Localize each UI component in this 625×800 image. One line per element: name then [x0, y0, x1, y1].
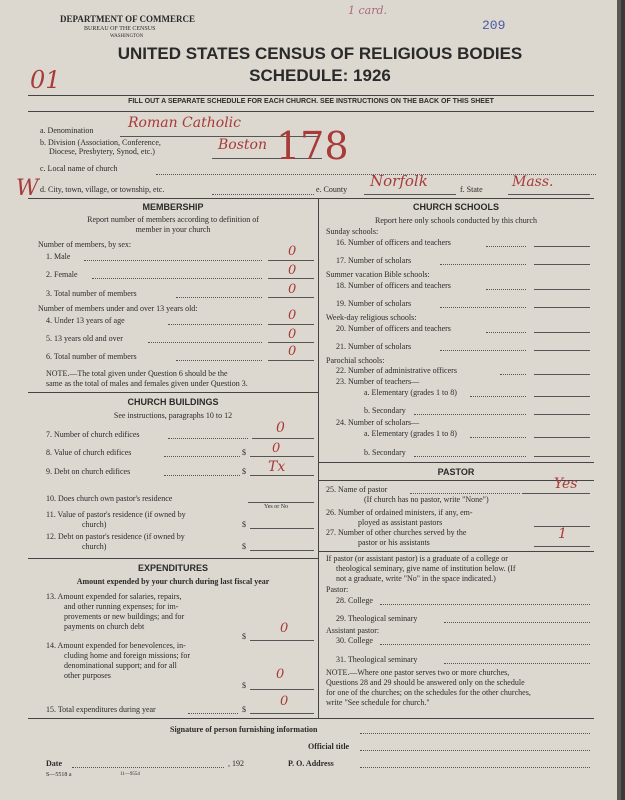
q29-field[interactable]	[444, 622, 590, 623]
card-note: 1 card.	[348, 4, 388, 17]
date-field[interactable]	[72, 767, 224, 768]
q8-value[interactable]: 0	[272, 441, 281, 456]
q28-label: 28. College	[336, 596, 373, 605]
signature-label: Signature of person furnishing information	[170, 725, 318, 734]
q14-label-2: cluding home and foreign missions; for	[64, 651, 190, 660]
membership-footnote-1: NOTE.—The total given under Question 6 should be the	[46, 369, 228, 378]
church-name-label: c. Local name of church	[40, 164, 118, 173]
q15-label: 15. Total expenditures during year	[46, 705, 156, 714]
q12-dollar: $	[242, 542, 246, 551]
division-label-2: Diocese, Presbytery, Synod, etc.)	[49, 147, 155, 156]
q30-field[interactable]	[380, 644, 590, 645]
q4-label: 4. Under 13 years of age	[46, 316, 125, 325]
q7-label: 7. Number of church edifices	[46, 430, 140, 439]
q30-label: 30. College	[336, 636, 373, 645]
state-label: f. State	[460, 185, 483, 194]
q1-label: 1. Male	[46, 252, 71, 261]
membership-note-1: Report number of members according to definition of	[87, 215, 259, 224]
q11-label-2: church)	[82, 520, 107, 529]
buildings-note: See instructions, paragraphs 10 to 12	[113, 411, 233, 420]
q14-label-3: denominational support; and for all	[64, 661, 177, 670]
q13-dollar: $	[242, 632, 246, 641]
division-label: b. Division (Association, Conference,	[40, 138, 161, 147]
q23b-label: b. Secondary	[364, 406, 406, 415]
pastor-label: Pastor:	[326, 585, 349, 594]
q6-label: 6. Total number of members	[46, 352, 137, 361]
pastor-footnote-4: write "See schedule for church."	[326, 698, 430, 707]
pastor-footnote-1: NOTE.—Where one pastor serves two or more churches,	[326, 668, 510, 677]
graduate-note-2: theological seminary, give name of institution below. (If	[336, 564, 516, 573]
date-label: Date	[46, 759, 62, 768]
graduate-note-1: If pastor (or assistant pastor) is a graduate of a college or	[326, 554, 508, 563]
q31-field[interactable]	[444, 663, 590, 664]
q18-label: 18. Number of officers and teachers	[336, 281, 451, 290]
members-age-label: Number of members under and over 13 years old:	[38, 304, 198, 313]
instructions-line: FILL OUT A SEPARATE SCHEDULE FOR EACH CHURCH. SEE INSTRUCTIONS ON THE BACK OF THIS SHEET	[128, 98, 494, 105]
q13-label-4: payments on church debt	[64, 622, 145, 631]
division-value[interactable]: Boston	[218, 137, 267, 153]
official-title-field[interactable]	[360, 750, 590, 751]
q27-value[interactable]: 1	[558, 526, 567, 542]
washington-label: WASHINGTON	[110, 34, 144, 39]
q11-dollar: $	[242, 520, 246, 529]
q12-label: 12. Debt on pastor's residence (if owned by	[46, 532, 185, 541]
q8-label: 8. Value of church edifices	[46, 448, 132, 457]
denomination-value[interactable]: Roman Catholic	[128, 115, 241, 131]
q13-value[interactable]: 0	[280, 621, 289, 636]
q24b-label: b. Secondary	[364, 448, 406, 457]
official-title-label: Official title	[308, 742, 350, 751]
q26-label: 26. Number of ordained ministers, if any, em-	[326, 508, 473, 517]
county-value[interactable]: Norfolk	[370, 172, 428, 190]
q31-label: 31. Theological seminary	[336, 655, 418, 664]
denomination-label: a. Denomination	[40, 126, 94, 135]
q12-label-2: church)	[82, 542, 107, 551]
q3-label: 3. Total number of members	[46, 289, 137, 298]
q25-value[interactable]: Yes	[554, 476, 578, 492]
q25-label: 25. Name of pastor	[326, 485, 388, 494]
q21-label: 21. Number of scholars	[336, 342, 412, 351]
city-field[interactable]	[212, 194, 314, 195]
form-title: UNITED STATES CENSUS OF RELIGIOUS BODIES	[117, 44, 523, 63]
weekday-schools-label: Week-day religious schools:	[326, 313, 417, 322]
q2-label: 2. Female	[46, 270, 78, 279]
schools-heading: CHURCH SCHOOLS	[412, 202, 499, 212]
expenditures-note: Amount expended by your church during last fiscal year	[76, 577, 270, 586]
q4-value[interactable]: 0	[288, 308, 297, 323]
assistant-pastor-label: Assistant pastor:	[326, 626, 380, 635]
q23a-label: a. Elementary (grades 1 to 8)	[364, 388, 457, 397]
q9-dollar: $	[242, 467, 246, 476]
q20-label: 20. Number of officers and teachers	[336, 324, 451, 333]
graduate-note-3: not a graduate, write "No" in the space indicated.)	[336, 574, 496, 583]
margin-mark: W	[16, 176, 39, 201]
q1-value[interactable]: 0	[288, 244, 297, 259]
form-code: S—5518 a	[46, 772, 72, 778]
q16-label: 16. Number of officers and teachers	[336, 238, 451, 247]
q3-value[interactable]: 0	[288, 282, 297, 297]
signature-field[interactable]	[360, 733, 590, 734]
po-address-label: P. O. Address	[288, 759, 334, 768]
form-number: 209	[482, 18, 506, 33]
print-code: 11—9554	[120, 772, 140, 777]
expenditures-heading: EXPENDITURES	[137, 563, 208, 573]
pastor-footnote-2: Questions 28 and 29 should be answered only on the schedule	[326, 678, 525, 687]
q14-dollar: $	[242, 681, 246, 690]
q13-label-2: and other running expenses; for im-	[64, 602, 179, 611]
sunday-schools-label: Sunday schools:	[326, 227, 379, 236]
membership-footnote-2: same as the total of males and females given under Question 3.	[46, 379, 248, 388]
q27-label-2: pastor or his assistants	[358, 538, 430, 547]
city-label: d. City, town, village, or township, etc.	[40, 185, 165, 194]
pastor-footnote-3: for one of the churches; on the schedules for the other churches,	[326, 688, 531, 697]
date-year: , 192	[228, 759, 244, 768]
q8-dollar: $	[242, 448, 246, 457]
yes-no-hint: Yes or No	[264, 504, 289, 510]
handwritten-code: 01	[30, 66, 61, 94]
page-edge	[617, 0, 621, 800]
schools-note: Report here only schools conducted by this church	[375, 216, 537, 225]
q27-label: 27. Number of other churches served by the	[326, 528, 467, 537]
q7-value[interactable]: 0	[276, 420, 285, 436]
membership-note-2: member in your church	[135, 225, 211, 234]
q14-value[interactable]: 0	[276, 667, 285, 682]
q23-label: 23. Number of teachers—	[336, 377, 420, 386]
q9-value[interactable]: Tx	[268, 459, 286, 475]
membership-heading: MEMBERSHIP	[142, 202, 204, 212]
members-by-sex-label: Number of members, by sex:	[38, 240, 132, 249]
q14-label-4: other purposes	[64, 671, 111, 680]
q2-value[interactable]: 0	[288, 263, 297, 278]
q13-label-3: provements or new buildings; and for	[64, 612, 185, 621]
q25-hint: (If church has no pastor, write "None")	[364, 495, 489, 504]
state-value[interactable]: Mass.	[512, 174, 554, 190]
q24-label: 24. Number of scholars—	[336, 418, 420, 427]
q10-label: 10. Does church own pastor's residence	[46, 494, 173, 503]
q14-label: 14. Amount expended for benevolences, in-	[46, 641, 186, 650]
q11-label: 11. Value of pastor's residence (if owned by	[46, 510, 186, 519]
q15-value[interactable]: 0	[280, 694, 289, 709]
q22-label: 22. Number of administrative officers	[336, 366, 457, 375]
q24a-label: a. Elementary (grades 1 to 8)	[364, 429, 457, 438]
q13-label: 13. Amount expended for salaries, repairs,	[46, 592, 182, 601]
q5-label: 5. 13 years old and over	[46, 334, 123, 343]
q15-dollar: $	[242, 705, 246, 714]
bureau-label: BUREAU OF THE CENSUS	[84, 26, 156, 32]
q9-label: 9. Debt on church edifices	[46, 467, 131, 476]
buildings-heading: CHURCH BUILDINGS	[127, 397, 219, 407]
po-address-field[interactable]	[360, 767, 590, 768]
county-label: e. County	[316, 185, 348, 194]
q28-field[interactable]	[380, 604, 590, 605]
q17-label: 17. Number of scholars	[336, 256, 412, 265]
summer-schools-label: Summer vacation Bible schools:	[326, 270, 430, 279]
q6-value[interactable]: 0	[288, 344, 297, 359]
q19-label: 19. Number of scholars	[336, 299, 412, 308]
q26-label-2: ployed as assistant pastors	[358, 518, 443, 527]
division-code: 178	[276, 124, 349, 168]
q29-label: 29. Theological seminary	[336, 614, 418, 623]
pastor-heading: PASTOR	[437, 467, 475, 477]
q5-value[interactable]: 0	[288, 327, 297, 342]
parochial-schools-label: Parochial schools:	[326, 356, 385, 365]
department-label: DEPARTMENT OF COMMERCE	[60, 14, 196, 24]
form-subtitle: SCHEDULE: 1926	[249, 66, 391, 85]
